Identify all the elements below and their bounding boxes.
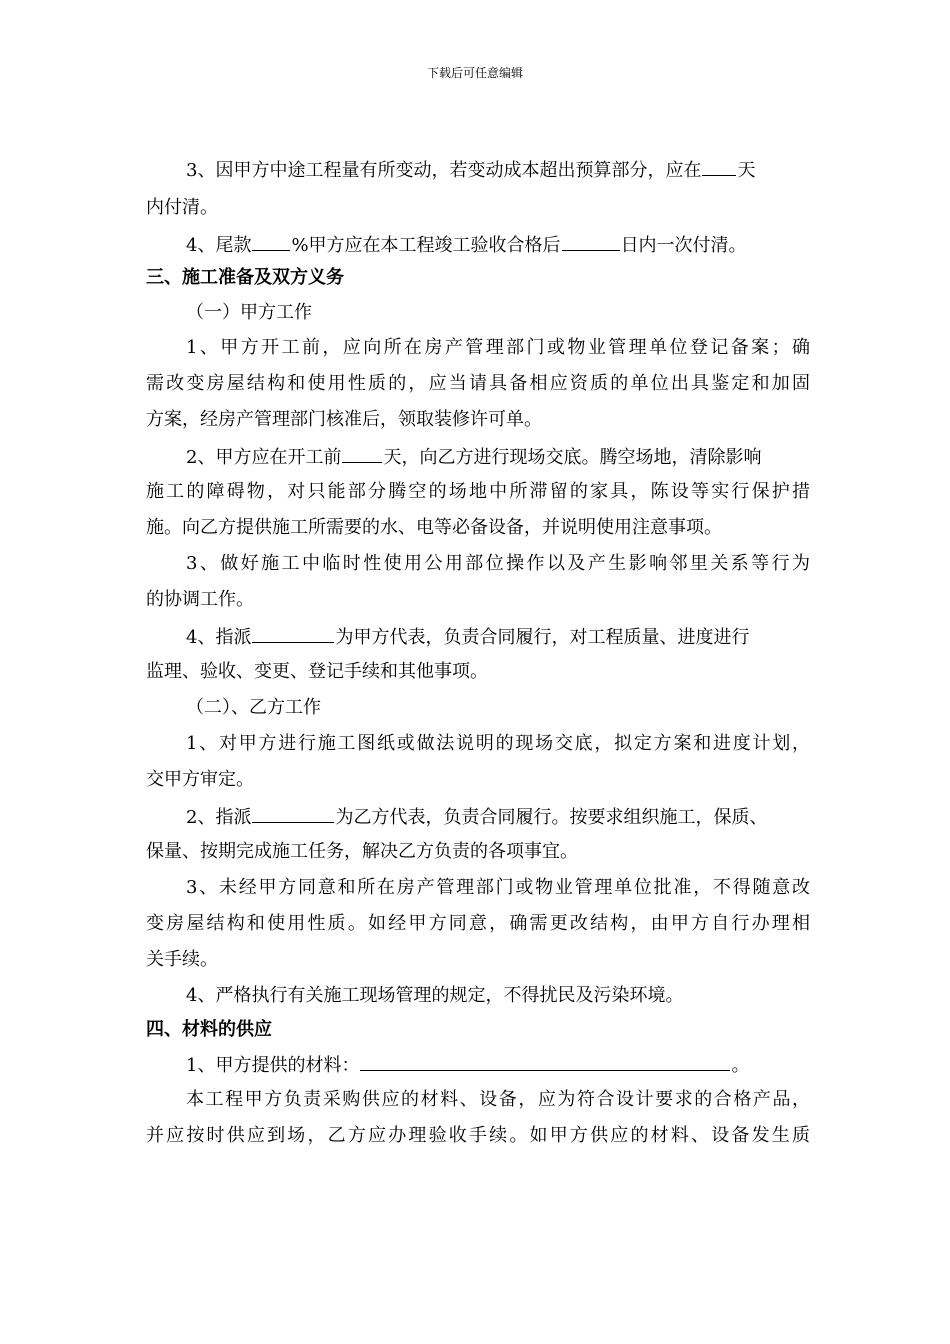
party-a-item-2-line3: 施。向乙方提供施工所需要的水、电等必备设备，并说明使用注意事项。 (146, 517, 722, 538)
party-a-item-4: 4、指派 为甲方代表，负责合同履行，对工程质量、进度进行 (186, 624, 749, 650)
days-blank[interactable] (342, 444, 382, 463)
party-b-item-3-line2: 变房屋结构和使用性质。如经甲方同意，确需更改结构，由甲方自行办理相 (146, 913, 810, 934)
party-a-item-3-line2: 的协调工作。 (146, 589, 254, 610)
page-header: 下载后可任意编辑 (426, 66, 523, 80)
party-a-item-1-line2: 需改变房屋结构和使用性质的，应当请具备相应资质的单位出具鉴定和加固 (146, 373, 810, 394)
party-a-item-1-line3: 方案，经房产管理部门核准后，领取装修许可单。 (146, 409, 542, 430)
payment-clause-3: 3、因甲方中途工程量有所变动，若变动成本超出预算部分，应在 天 (186, 157, 755, 183)
subsection-party-b: （二）、乙方工作 (186, 697, 321, 718)
party-a-item-1: 1、甲方开工前，应向所在房产管理部门或物业管理单位登记备案；确 (186, 337, 810, 358)
representative-blank[interactable] (252, 624, 334, 643)
payment-clause-4: 4、尾款 %甲方应在本工程竣工验收合格后 日内一次付清。 (186, 232, 747, 258)
subsection-party-a: （一）甲方工作 (186, 302, 312, 323)
materials-paragraph-line2: 并应按时供应到场，乙方应办理验收手续。如甲方供应的材料、设备发生质 (146, 1125, 810, 1146)
materials-paragraph: 本工程甲方负责采购供应的材料、设备，应为符合设计要求的合格产品， (186, 1089, 810, 1110)
party-a-item-2: 2、甲方应在开工前 天，向乙方进行现场交底。腾空场地，清除影响 (186, 444, 761, 470)
party-b-item-3-line3: 关手续。 (146, 949, 218, 970)
party-a-item-4-line2: 监理、验收、变更、登记手续和其他事项。 (146, 661, 488, 682)
party-b-item-1-line2: 交甲方审定。 (146, 769, 254, 790)
party-b-item-4: 4、严格执行有关施工现场管理的规定，不得扰民及污染环境。 (186, 985, 684, 1006)
materials-blank[interactable] (360, 1052, 730, 1071)
party-b-item-3: 3、未经甲方同意和所在房产管理部门或物业管理单位批准，不得随意改 (186, 877, 810, 898)
payment-clause-3-cont: 内付清。 (146, 197, 218, 218)
party-b-item-2-line2: 保量、按期完成施工任务，解决乙方负责的各项事宜。 (146, 841, 578, 862)
percent-blank[interactable] (252, 232, 290, 251)
days-blank[interactable] (702, 157, 736, 176)
materials-item-1: 1、甲方提供的材料： 。 (186, 1052, 749, 1078)
party-b-item-1: 1、对甲方进行施工图纸或做法说明的现场交底，拟定方案和进度计划， (186, 733, 810, 754)
party-b-item-2: 2、指派 为乙方代表，负责合同履行。按要求组织施工，保质、 (186, 804, 767, 830)
representative-blank[interactable] (252, 804, 334, 823)
section-3-title: 三、施工准备及双方义务 (146, 267, 344, 288)
party-a-item-2-line2: 施工的障碍物，对只能部分腾空的场地中所滞留的家具，陈设等实行保护措 (146, 481, 810, 502)
days-blank[interactable] (562, 232, 620, 251)
party-a-item-3: 3、做好施工中临时性使用公用部位操作以及产生影响邻里关系等行为 (186, 553, 810, 574)
section-4-title: 四、材料的供应 (146, 1019, 272, 1040)
